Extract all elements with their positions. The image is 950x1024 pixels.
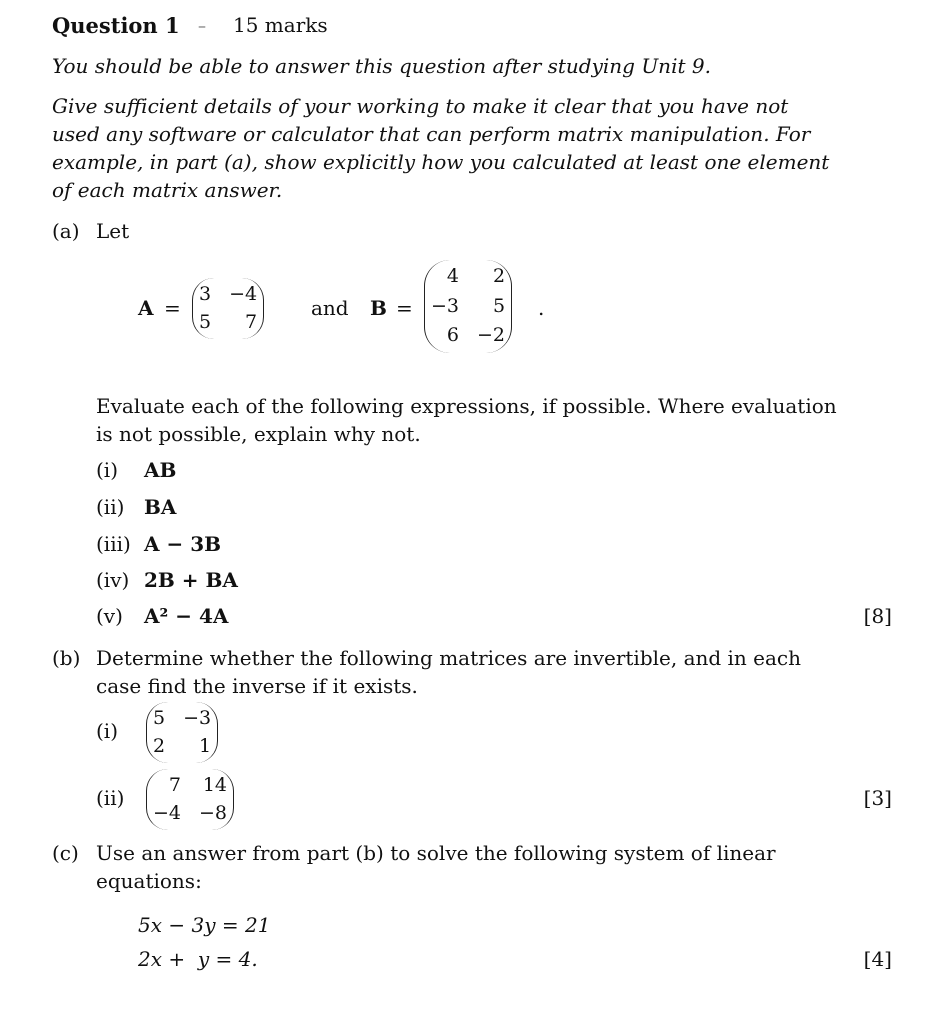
total-marks: 15 marks <box>233 13 328 37</box>
part-c-marks: [4] <box>863 947 892 971</box>
equation-1: 5x − 3y = 21 <box>138 913 271 937</box>
matrix-b-period: . <box>538 296 545 320</box>
title-dash: – <box>198 16 206 35</box>
item-a-v-expr: A² − 4A <box>144 604 229 628</box>
instructions-line-1: Give sufficient details of your working to make it clear that you have not <box>52 94 789 118</box>
part-a-label: (a) <box>52 219 80 243</box>
matrix-b-ii-cell: −4 <box>153 801 182 824</box>
part-b-text-2: case find the inverse if it exists. <box>96 674 418 698</box>
matrix-b-cell: 5 <box>492 294 506 317</box>
item-a-iv-label: (iv) <box>96 568 130 592</box>
matrix-b-cell: 4 <box>446 265 460 287</box>
part-c-label: (c) <box>52 841 79 865</box>
matrix-b-i-cell: −3 <box>183 707 212 729</box>
matrix-b-i <box>146 702 218 763</box>
equation-2: 2x + y = 4. <box>138 947 258 971</box>
item-b-i-label: (i) <box>96 719 119 743</box>
part-a-instructions-1: Evaluate each of the following expressions, if possible. Where evaluation <box>96 394 837 418</box>
matrix-b-i-cell: 2 <box>153 734 166 757</box>
matrix-b-ii-cell: −8 <box>199 801 228 824</box>
item-a-i-label: (i) <box>96 458 119 482</box>
matrix-a-cell: 3 <box>199 283 212 305</box>
item-a-i-expr: AB <box>144 458 177 482</box>
part-a-marks: [8] <box>863 604 892 628</box>
item-a-ii-label: (ii) <box>96 495 125 519</box>
matrix-b-cell: −2 <box>477 324 506 347</box>
item-a-iv-expr: 2B + BA <box>144 568 238 592</box>
matrix-a <box>192 278 264 339</box>
item-a-ii-expr: BA <box>144 495 177 519</box>
part-b-label: (b) <box>52 646 81 670</box>
part-c-text-2: equations: <box>96 869 202 893</box>
part-b-text-1: Determine whether the following matrices are invertible, and in each <box>96 646 802 670</box>
matrix-b-ii <box>146 769 234 830</box>
matrix-b-cell: −3 <box>431 294 460 317</box>
instructions-line-3: example, in part (a), show explicitly how you calculated at least one element <box>52 150 830 174</box>
matrix-a-equals: = <box>164 296 181 320</box>
matrix-a-cell: −4 <box>229 283 258 305</box>
part-a-let: Let <box>96 219 130 243</box>
question-title: Question 1 <box>52 13 180 38</box>
matrix-b-cell: 2 <box>492 265 506 287</box>
matrix-b-equals: = <box>396 296 413 320</box>
item-a-iii-label: (iii) <box>96 532 131 556</box>
matrix-a-cell: 5 <box>199 310 212 333</box>
matrix-a-name: A <box>138 296 154 320</box>
part-c-text-1: Use an answer from part (b) to solve the following system of linear <box>96 841 776 865</box>
and-word: and <box>311 296 349 320</box>
item-a-v-label: (v) <box>96 604 123 628</box>
matrix-b-ii-cell: 14 <box>202 774 228 796</box>
instructions-line-2: used any software or calculator that can perform matrix manipulation. For <box>52 122 811 146</box>
part-a-instructions-2: is not possible, explain why not. <box>96 422 421 446</box>
matrix-b <box>424 260 512 353</box>
matrix-b-i-cell: 5 <box>153 707 166 729</box>
matrix-b-ii-cell: 7 <box>168 774 182 796</box>
matrix-b-i-cell: 1 <box>199 734 212 757</box>
part-b-marks: [3] <box>863 786 892 810</box>
matrix-b-name: B <box>370 296 387 320</box>
study-note: You should be able to answer this question after studying Unit 9. <box>52 54 711 78</box>
item-a-iii-expr: A − 3B <box>144 532 222 556</box>
item-b-ii-label: (ii) <box>96 786 125 810</box>
matrix-b-cell: 6 <box>446 324 460 347</box>
matrix-a-cell: 7 <box>245 310 258 333</box>
instructions-line-4: of each matrix answer. <box>52 178 283 202</box>
